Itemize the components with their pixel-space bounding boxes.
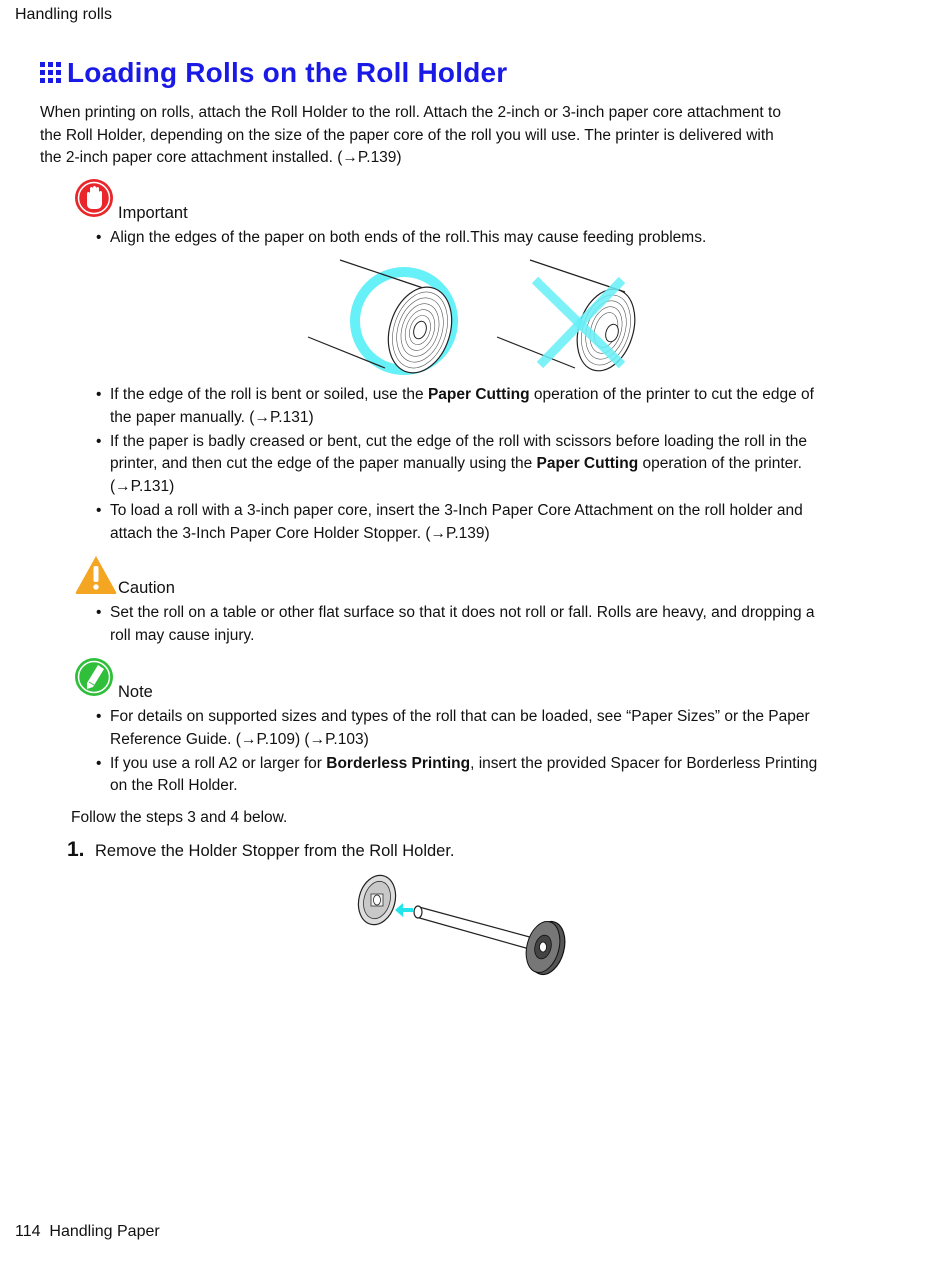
page-number: 114 [15, 1223, 41, 1240]
arrow-left-icon [395, 903, 413, 917]
caution-label: Caution [118, 579, 175, 597]
holder-stopper-figure [353, 871, 401, 929]
caution-list [96, 602, 836, 649]
important-list [96, 227, 836, 251]
list-item: • To load a roll with a 3-inch paper core, insert the 3-Inch Paper Core Attachment on the roll holder and attach the 3-Inch Paper Core Holder Stopper. (→P.139) [96, 500, 836, 546]
list-item: • For details on supported sizes and types of the roll that can be loaded, see “Paper Sizes” or the Paper Reference Guide. (→P.109) (→P.103) [96, 706, 836, 752]
roll-alignment-illustration [300, 255, 650, 375]
note-list [96, 706, 836, 799]
list-item: • Set the roll on a table or other flat surface so that it does not roll or fall. Rolls are heavy, and dropping a roll may cause injury. [96, 602, 836, 648]
roll-holder-shaft [414, 906, 537, 950]
intro-paragraph [40, 102, 820, 170]
list-item: • If you use a roll A2 or larger for Borderless Printing, insert the provided Spacer for Borderless Printing on the Roll Holder. [96, 753, 836, 799]
roll-holder-illustration [355, 872, 570, 980]
stop-hand-icon [74, 178, 116, 220]
page-title-row [40, 57, 507, 89]
step-number: 1. [67, 838, 85, 861]
note-label: Note [118, 683, 153, 701]
list-item: • If the paper is badly creased or bent, cut the edge of the roll with scissors before loading the roll in the printer, and then cut the edge of the paper manually using the Paper Cutting operation of the printer. (→P.131) [96, 431, 836, 499]
intro-line: When printing on rolls, attach the Roll Holder to the roll. Attach the 2-inch or 3-inch paper core attachment to [40, 104, 781, 121]
list-item: • Align the edges of the paper on both ends of the roll.This may cause feeding problems. [96, 227, 836, 250]
step-text: Remove the Holder Stopper from the Roll Holder. [95, 842, 455, 860]
misaligned-roll-figure [497, 260, 645, 378]
intro-line: the Roll Holder, depending on the size of the paper core of the roll you will use. The printer is delivered with [40, 126, 774, 144]
pencil-icon [74, 657, 116, 699]
important-list-continued [96, 384, 836, 547]
important-label: Important [118, 204, 188, 222]
list-item: • If the edge of the roll is bent or soiled, use the Paper Cutting operation of the printer to cut the edge of the paper manually. (→P.131) [96, 384, 836, 430]
running-header: Handling rolls [15, 6, 112, 23]
warning-triangle-icon [74, 554, 118, 596]
aligned-roll-figure [308, 260, 462, 381]
roll-holder-flange [521, 918, 571, 979]
follow-steps-text: Follow the steps 3 and 4 below. [71, 809, 288, 826]
grid-icon [40, 62, 62, 84]
intro-line: the 2-inch paper core attachment installed. (→P.139) [40, 149, 402, 166]
page-title: Loading Rolls on the Roll Holder [67, 57, 508, 88]
footer-section: Handling Paper [49, 1223, 160, 1240]
page-footer [15, 1223, 160, 1241]
